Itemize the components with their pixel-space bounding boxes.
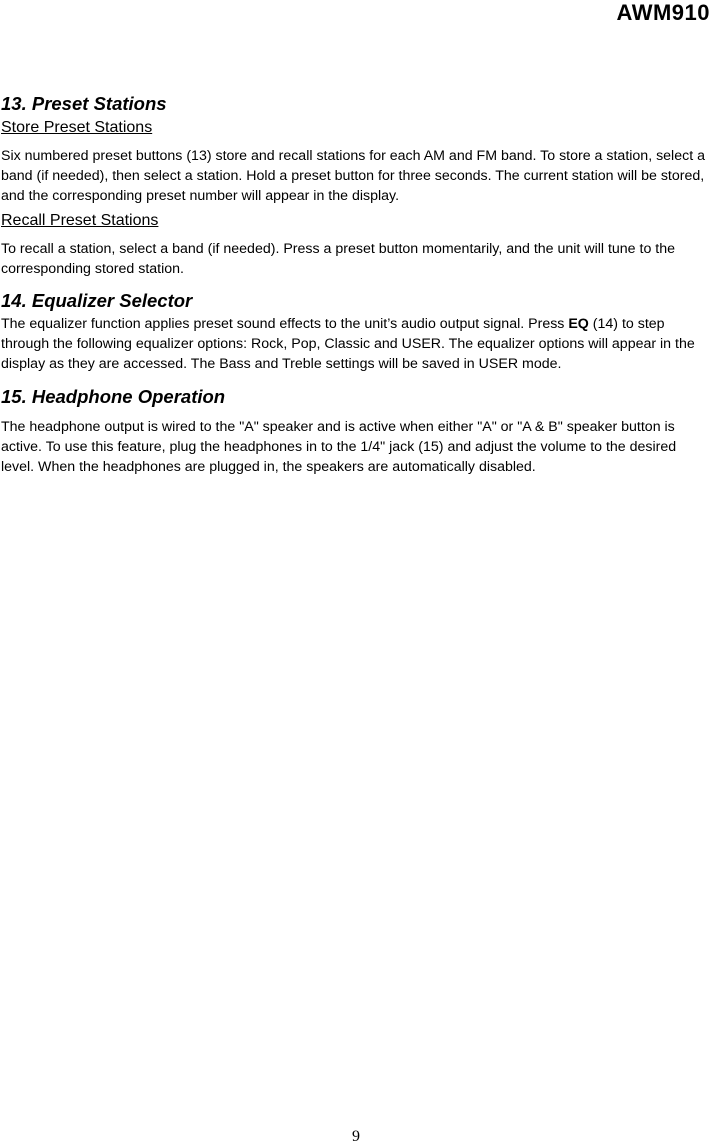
eq-keyword: EQ	[568, 316, 589, 332]
document-body	[1, 91, 710, 477]
equalizer-text-before: The equalizer function applies preset sound effects to the unit’s audio output signal. Press	[1, 316, 569, 332]
subheading-store-preset: Store Preset Stations	[1, 119, 153, 136]
paragraph-headphone: The headphone output is wired to the "A" speaker and is active when either "A" or "A & B" speaker button is active. To use this feature, plug the headphones in to the 1/4" jack (15) and adjust the volume to the desired level. When the headphones are plugged in, the speakers are automatically disabled.	[1, 419, 677, 475]
paragraph-store-preset: Six numbered preset buttons (13) store and recall stations for each AM and FM band. To store a station, select a band (if needed), then select a station. Hold a preset button for three seconds. The current station will be stored, and the corresponding preset number will appear in the display.	[1, 148, 705, 204]
paragraph-equalizer	[1, 314, 710, 374]
section-title-preset-stations: 13. Preset Stations	[1, 93, 167, 114]
paragraph-recall-preset: To recall a station, select a band (if needed). Press a preset button momentarily, and the unit will tune to the corresponding stored station.	[1, 241, 676, 277]
subheading-recall-preset: Recall Preset Stations	[1, 212, 159, 229]
model-header: AWM910	[616, 0, 710, 25]
page-number: 9	[352, 1128, 360, 1145]
section-title-headphone: 15. Headphone Operation	[1, 386, 226, 407]
equalizer-text-after: (14) to step through the following equalizer options: Rock, Pop, Classic and USER. The equalizer options will appear in the display as they are accessed. The Bass and Treble settings will be saved in USER mode.	[1, 316, 695, 372]
section-title-equalizer: 14. Equalizer Selector	[1, 290, 193, 311]
